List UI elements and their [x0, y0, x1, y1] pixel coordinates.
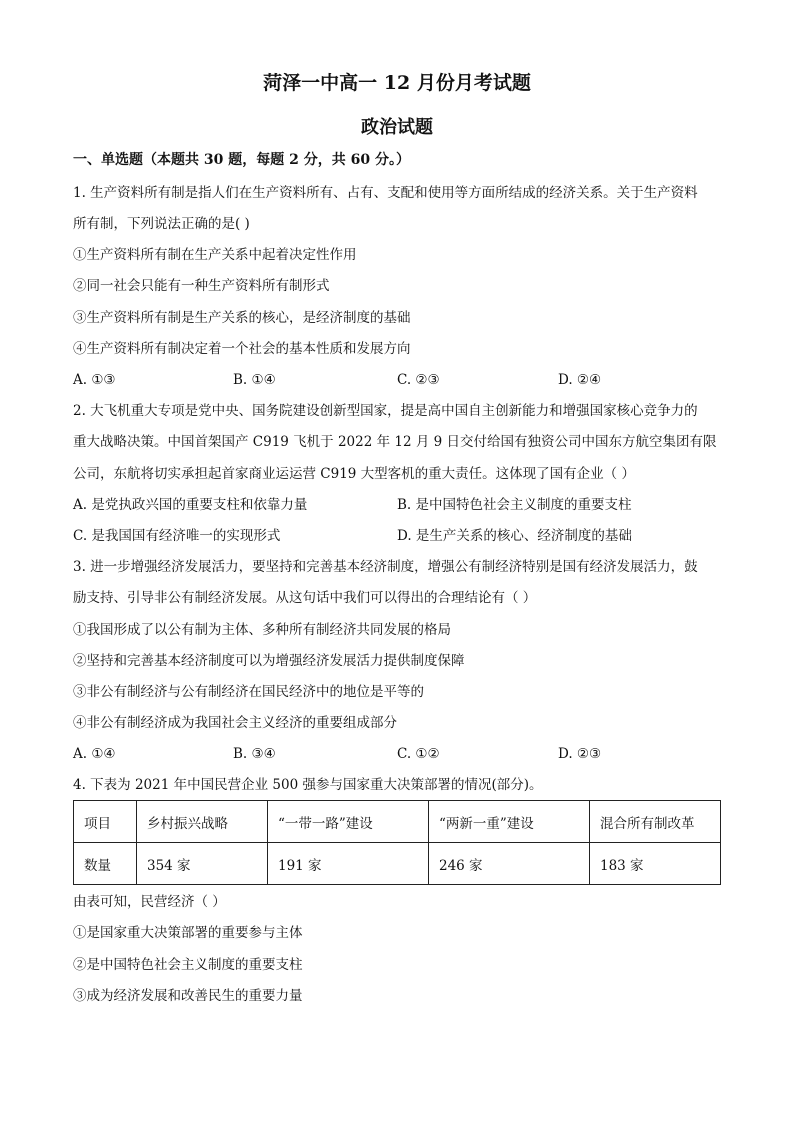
- table-header-cell: “一带一路”建设: [268, 801, 429, 843]
- question-3-statement-4: ④非公有制经济成为我国社会主义经济的重要组成部分: [73, 715, 397, 731]
- question-2-option-a: A. 是党执政兴国的重要支柱和依靠力量: [73, 497, 308, 513]
- question-1-stem-line-2: 所有制，下列说法正确的是( ): [73, 216, 250, 232]
- section-heading: 一、单选题（本题共 30 题，每题 2 分，共 60 分。）: [73, 152, 410, 168]
- question-1-option-b: B. ①④: [233, 372, 276, 388]
- page-title: 菏泽一中高一 12 月份月考试题: [263, 72, 531, 94]
- question-3-option-a: A. ①④: [73, 746, 116, 762]
- question-3-option-c: C. ①②: [397, 746, 440, 762]
- table-header-cell: 乡村振兴战略: [137, 801, 268, 843]
- table-cell: 191 家: [268, 843, 429, 885]
- question-2-stem-line-3: 公司，东航将切实承担起首家商业运运营 C919 大型客机的重大责任。这体现了国有企业（ ）: [73, 466, 635, 482]
- table-cell: 354 家: [137, 843, 268, 885]
- question-4-statement-3: ③成为经济发展和改善民生的重要力量: [73, 988, 303, 1004]
- table-row: [74, 843, 721, 885]
- question-3-stem-line-2: 励支持、引导非公有制经济发展。从这句话中我们可以得出的合理结论有（ ）: [73, 590, 537, 606]
- enterprise-participation-table: [73, 800, 721, 885]
- table-header-cell: 混合所有制改革: [590, 801, 721, 843]
- table-cell: 数量: [74, 843, 137, 885]
- question-2-stem-line-1: 2. 大飞机重大专项是党中央、国务院建设创新型国家，提是高中国自主创新能力和增强国家核心竞争力的: [73, 403, 698, 419]
- question-3-statement-2: ②坚持和完善基本经济制度可以为增强经济发展活力提供制度保障: [73, 653, 465, 669]
- question-3-stem-line-1: 3. 进一步增强经济发展活力，要坚持和完善基本经济制度，增强公有制经济特别是国有经济发展活力，鼓: [73, 559, 698, 575]
- question-3-option-d: D. ②③: [558, 746, 602, 762]
- question-2-option-c: C. 是我国国有经济唯一的实现形式: [73, 528, 281, 544]
- table-cell: 183 家: [590, 843, 721, 885]
- question-1-statement-2: ②同一社会只能有一种生产资料所有制形式: [73, 278, 330, 294]
- question-4-statement-2: ②是中国特色社会主义制度的重要支柱: [73, 957, 303, 973]
- question-1-option-c: C. ②③: [397, 372, 440, 388]
- question-2-option-d: D. 是生产关系的核心、经济制度的基础: [397, 528, 632, 544]
- table-cell: 246 家: [429, 843, 590, 885]
- question-3-statement-1: ①我国形成了以公有制为主体、多种所有制经济共同发展的格局: [73, 622, 451, 638]
- question-1-statement-3: ③生产资料所有制是生产关系的核心，是经济制度的基础: [73, 310, 411, 326]
- table-header-cell: 项目: [74, 801, 137, 843]
- question-1-option-a: A. ①③: [73, 372, 116, 388]
- table-header-cell: “两新一重”建设: [429, 801, 590, 843]
- question-4-prompt: 由表可知，民营经济（ ）: [73, 894, 226, 910]
- question-1-statement-4: ④生产资料所有制决定着一个社会的基本性质和发展方向: [73, 341, 411, 357]
- table-header-row: [74, 801, 721, 843]
- question-1-stem-line-1: 1. 生产资料所有制是指人们在生产资料所有、占有、支配和使用等方面所结成的经济关系。关于生产资料: [73, 185, 698, 201]
- question-3-option-b: B. ③④: [233, 746, 276, 762]
- question-2-option-b: B. 是中国特色社会主义制度的重要支柱: [397, 497, 632, 513]
- question-4-stem: 4. 下表为 2021 年中国民营企业 500 强参与国家重大决策部署的情况(部分)。: [73, 777, 543, 793]
- question-2-stem-line-2: 重大战略决策。中国首架国产 C919 飞机于 2022 年 12 月 9 日交付给国有独资公司中国东方航空集团有限: [73, 434, 717, 450]
- question-3-statement-3: ③非公有制经济与公有制经济在国民经济中的地位是平等的: [73, 684, 424, 700]
- question-4-statement-1: ①是国家重大决策部署的重要参与主体: [73, 925, 303, 941]
- question-1-option-d: D. ②④: [558, 372, 602, 388]
- question-1-statement-1: ①生产资料所有制在生产关系中起着决定性作用: [73, 247, 357, 263]
- page-subtitle: 政治试题: [361, 117, 433, 138]
